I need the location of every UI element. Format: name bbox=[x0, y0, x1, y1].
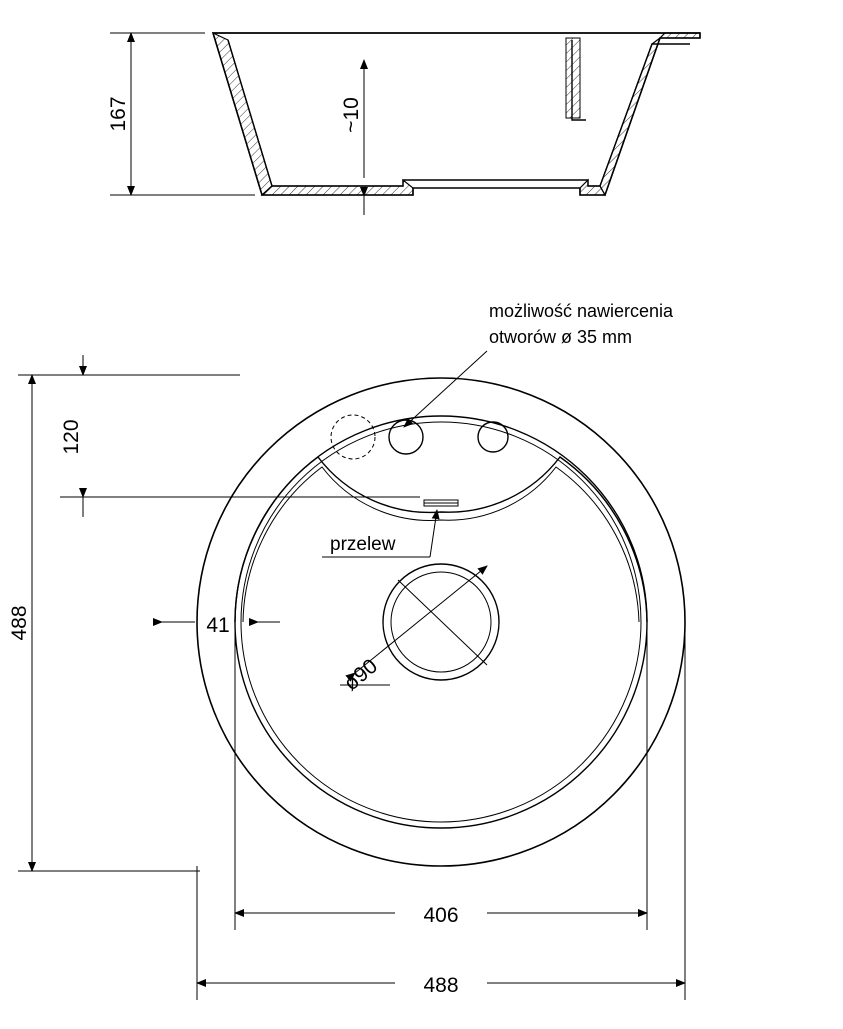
dim-488-vertical: 488 bbox=[8, 605, 31, 641]
dim-thickness: ~10 bbox=[340, 97, 363, 133]
dim-120: 120 bbox=[60, 419, 83, 455]
dim-406: 406 bbox=[423, 904, 459, 927]
section-view bbox=[107, 33, 700, 215]
optional-tap-hole bbox=[331, 415, 375, 459]
tap-hole-2 bbox=[478, 422, 508, 452]
bowl-ledge-inner bbox=[243, 467, 639, 622]
dim-488-horizontal: 488 bbox=[423, 974, 459, 997]
overflow-label: przelew bbox=[330, 534, 396, 555]
overflow-leader bbox=[430, 510, 437, 557]
dim-167: 167 bbox=[107, 96, 130, 132]
sink-bowl-edge bbox=[241, 422, 641, 822]
drain-outer-circle bbox=[383, 564, 499, 680]
bowl-ledge-outline bbox=[235, 457, 647, 622]
dim-41: 41 bbox=[206, 614, 230, 637]
dim-d90: ø90 bbox=[339, 654, 383, 696]
drill-note-line2: otworów ø 35 mm bbox=[489, 327, 633, 347]
top-view bbox=[8, 301, 685, 1000]
drill-note-line1: możliwość nawiercenia bbox=[489, 301, 674, 321]
